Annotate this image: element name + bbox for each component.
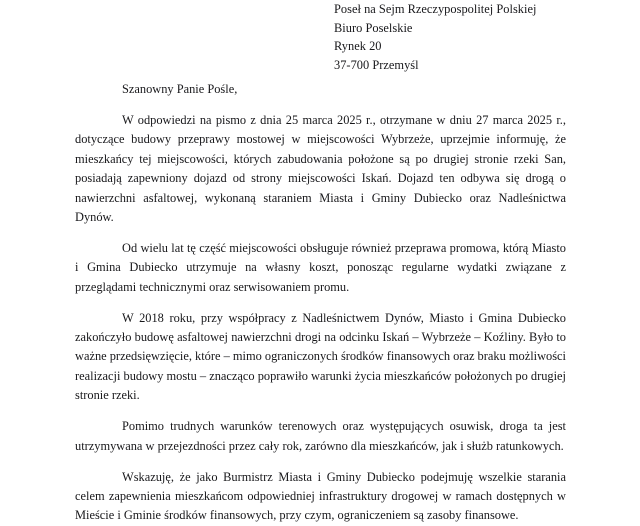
addressee-line-city: 37-700 Przemyśl xyxy=(334,57,419,72)
letter-body xyxy=(75,111,566,526)
addressee-line-office: Biuro Poselskie xyxy=(334,20,413,35)
body-paragraph-1: W odpowiedzi na pismo z dnia 25 marca 2025 r., otrzymane w dniu 27 marca 2025 r., dotyczące budowy przeprawy mostowej w miejscowości Wybrzeże, uprzejmie informuję, że mieszkańcy tej miejscowości, których zabudowania położone są po drugiej stronie rzeki San, posiadają zapewniony dojazd od strony miejscowości Iskań. Dojazd ten odbywa się drogą o nawierzchni asfaltowej, wykonaną staraniem Miasta i Gminy Dubiecko oraz Nadleśnictwa Dynów. xyxy=(75,113,566,225)
body-paragraph-5: Wskazuję, że jako Burmistrz Miasta i Gminy Dubiecko podejmuję wszelkie starania celem zapewnienia mieszkańcom odpowiedniej infrastruktury drogowej w ramach dostępnych w Mieście i Gminie środków finansowych, przy czym, ograniczeniem są zasoby finansowe. xyxy=(75,469,566,523)
body-paragraph-3: W 2018 roku, przy współpracy z Nadleśnictwem Dynów, Miasto i Gmina Dubiecko zakończyło budowę asfaltowej nawierzchni drogi na odcinku Iskań – Wybrzeże – Koźliny. Było to ważne przedsięwzięcie, które – mimo ograniczonych środków finansowych oraz braku możliwości realizacji budowy mostu – znacząco poprawiło warunki życia mieszkańców położonych po drugiej stronie rzeki. xyxy=(75,310,566,403)
addressee-line-position: Poseł na Sejm Rzeczypospolitej Polskiej xyxy=(334,2,537,16)
addressee-line-street: Rynek 20 xyxy=(334,39,382,54)
body-paragraph-2: Od wielu lat tę część miejscowości obsługuje również przeprawa promowa, którą Miasto i Gmina Dubiecko utrzymuje na własny koszt, ponosząc regularne wydatki związane z przeglądami technicznymi oraz serwisowaniem promu. xyxy=(75,240,566,294)
body-paragraph-4: Pomimo trudnych warunków terenowych oraz występujących osuwisk, droga ta jest utrzymywana w przejezdności przez cały rok, zarówno dla mieszkańców, jak i służb ratunkowych. xyxy=(75,419,566,453)
addressee-block xyxy=(334,0,634,74)
salutation: Szanowny Panie Pośle, xyxy=(122,82,238,96)
